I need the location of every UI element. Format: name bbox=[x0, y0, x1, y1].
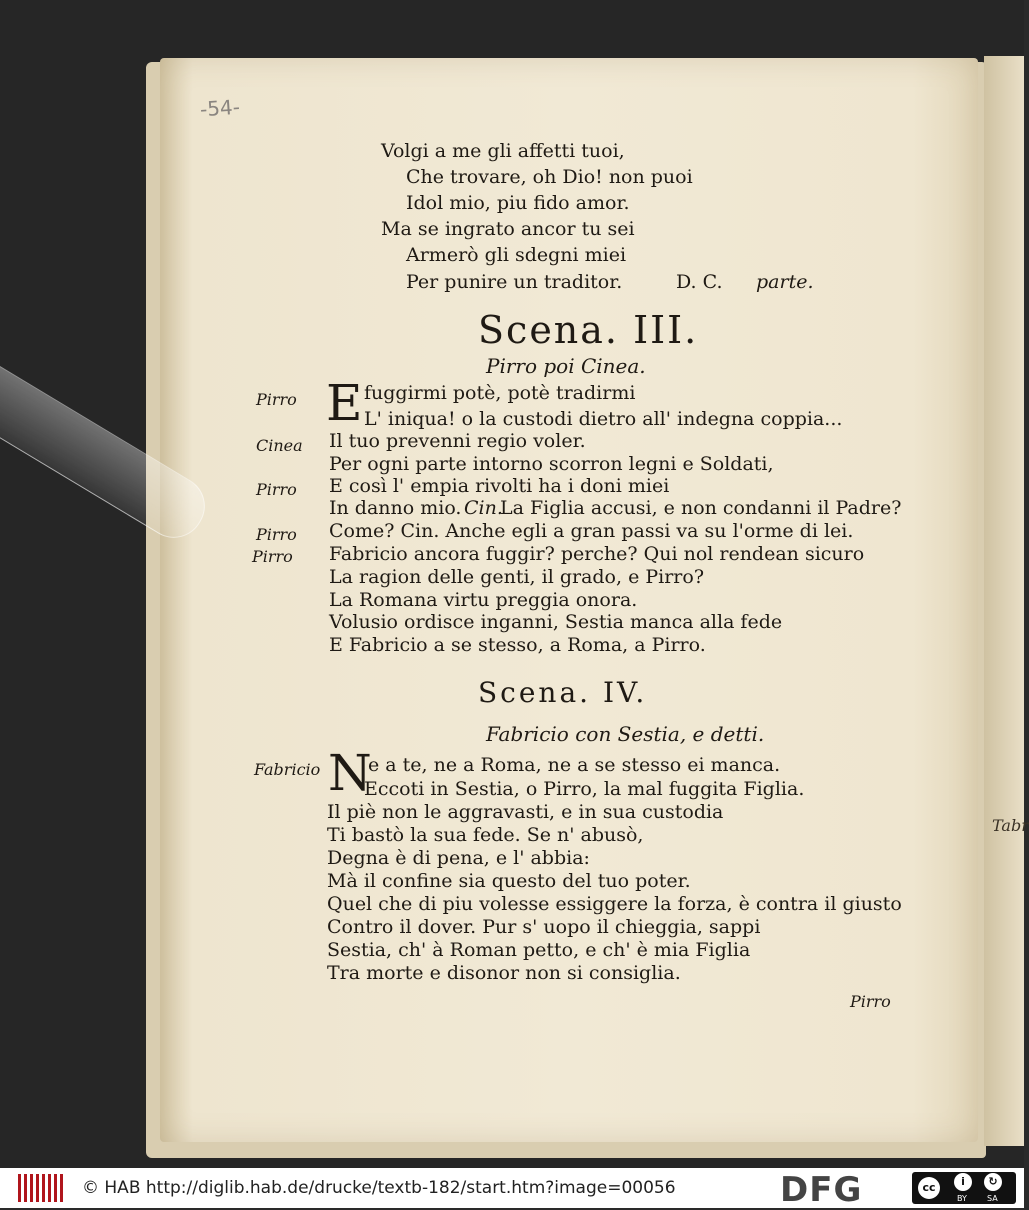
scene3-line-8: Fabricio ancora fuggir? perche? Qui nol rendean sicuro bbox=[329, 543, 865, 565]
scene4-subtitle: Fabricio con Sestia, e detti. bbox=[486, 722, 765, 746]
hab-logo-icon bbox=[18, 1174, 66, 1202]
scene4-line-3: Il piè non le aggravasti, e in sua custodia bbox=[327, 801, 724, 823]
scene3-line-3: Il tuo prevenni regio voler. bbox=[329, 430, 586, 452]
scene3-line-6-cin: Cin. bbox=[464, 497, 503, 519]
aria-line-1: Volgi a me gli affetti tuoi, bbox=[381, 140, 625, 162]
footer-bar bbox=[0, 1168, 1024, 1208]
facing-page-text: Tabr bbox=[992, 816, 1029, 835]
scene4-line-7: Quel che di piu volesse essiggere la forza, è contra il giusto bbox=[327, 893, 902, 915]
scene3-line-11: Volusio ordisce inganni, Sestia manca alla fede bbox=[329, 611, 783, 633]
speaker-fabricio: Fabricio bbox=[254, 760, 321, 779]
scene4-line-2: Eccoti in Sestia, o Pirro, la mal fuggita Figlia. bbox=[364, 778, 805, 800]
by-person-icon: i bbox=[954, 1173, 972, 1191]
cc-by-label: BY bbox=[957, 1194, 967, 1203]
scene3-line-6a: In danno mio. bbox=[329, 497, 462, 519]
scene4-title: Scena. IV. bbox=[478, 676, 648, 709]
scene3-line-9: La ragion delle genti, il grado, e Pirro? bbox=[329, 566, 705, 588]
pencil-page-number: -54- bbox=[199, 94, 241, 122]
aria-line-6: Per punire un traditor. bbox=[406, 271, 623, 293]
catchword: Pirro bbox=[850, 992, 891, 1011]
scene3-line-1: fuggirmi potè, potè tradirmi bbox=[364, 382, 636, 404]
speaker-pirro-3: Pirro bbox=[256, 525, 297, 544]
facing-page bbox=[984, 56, 1029, 1146]
cc-sa-label: SA bbox=[987, 1194, 998, 1203]
cc-icon: cc bbox=[918, 1177, 940, 1199]
aria-line-3: Idol mio, piu fido amor. bbox=[406, 192, 630, 214]
scene3-line-6b: La Figlia accusi, e non condanni il Padre? bbox=[500, 497, 902, 519]
scene4-line-4: Ti bastò la sua fede. Se n' abusò, bbox=[327, 824, 644, 846]
scene4-line-10: Tra morte e disonor non si consiglia. bbox=[327, 962, 681, 984]
drop-cap-e: E bbox=[326, 374, 363, 432]
cc-license-icon[interactable] bbox=[912, 1172, 1016, 1204]
speaker-pirro: Pirro bbox=[256, 390, 297, 409]
aria-line-4: Ma se ingrato ancor tu sei bbox=[381, 218, 635, 240]
aria-line-2: Che trovare, oh Dio! non puoi bbox=[406, 166, 693, 188]
scene3-line-4: Per ogni parte intorno scorron legni e Soldati, bbox=[329, 453, 774, 475]
speaker-pirro-4: Pirro bbox=[252, 547, 293, 566]
sa-icon: ↻ bbox=[984, 1173, 1002, 1191]
scene3-line-7: Come? Cin. Anche egli a gran passi va su l'orme di lei. bbox=[329, 520, 854, 542]
scene3-line-5: E così l' empia rivolti ha i doni miei bbox=[329, 475, 670, 497]
speaker-pirro-2: Pirro bbox=[256, 480, 297, 499]
scene3-title: Scena. III. bbox=[478, 308, 699, 352]
scene4-line-1: e a te, ne a Roma, ne a se stesso ei manca. bbox=[368, 754, 781, 776]
scene3-line-2: L' iniqua! o la custodi dietro all' indegna coppia... bbox=[364, 408, 843, 430]
aria-parte: parte. bbox=[756, 271, 814, 293]
scene3-subtitle: Pirro poi Cinea. bbox=[486, 354, 646, 378]
aria-line-5: Armerò gli sdegni miei bbox=[406, 244, 627, 266]
aria-dc: D. C. bbox=[676, 271, 723, 293]
scene3-line-10: La Romana virtu preggia onora. bbox=[329, 589, 638, 611]
scene3-line-12: E Fabricio a se stesso, a Roma, a Pirro. bbox=[329, 634, 706, 656]
drop-cap-n: N bbox=[328, 744, 372, 802]
scene4-line-6: Mà il confine sia questo del tuo poter. bbox=[327, 870, 691, 892]
speaker-cinea: Cinea bbox=[256, 436, 303, 455]
source-link[interactable]: © HAB http://diglib.hab.de/drucke/textb-182/start.htm?image=00056 bbox=[82, 1178, 676, 1198]
scene4-line-8: Contro il dover. Pur s' uopo il chieggia, sappi bbox=[327, 916, 761, 938]
dfg-logo: DFG bbox=[780, 1170, 863, 1210]
scene4-line-9: Sestia, ch' à Roman petto, e ch' è mia Figlia bbox=[327, 939, 751, 961]
scene4-line-5: Degna è di pena, e l' abbia: bbox=[327, 847, 590, 869]
